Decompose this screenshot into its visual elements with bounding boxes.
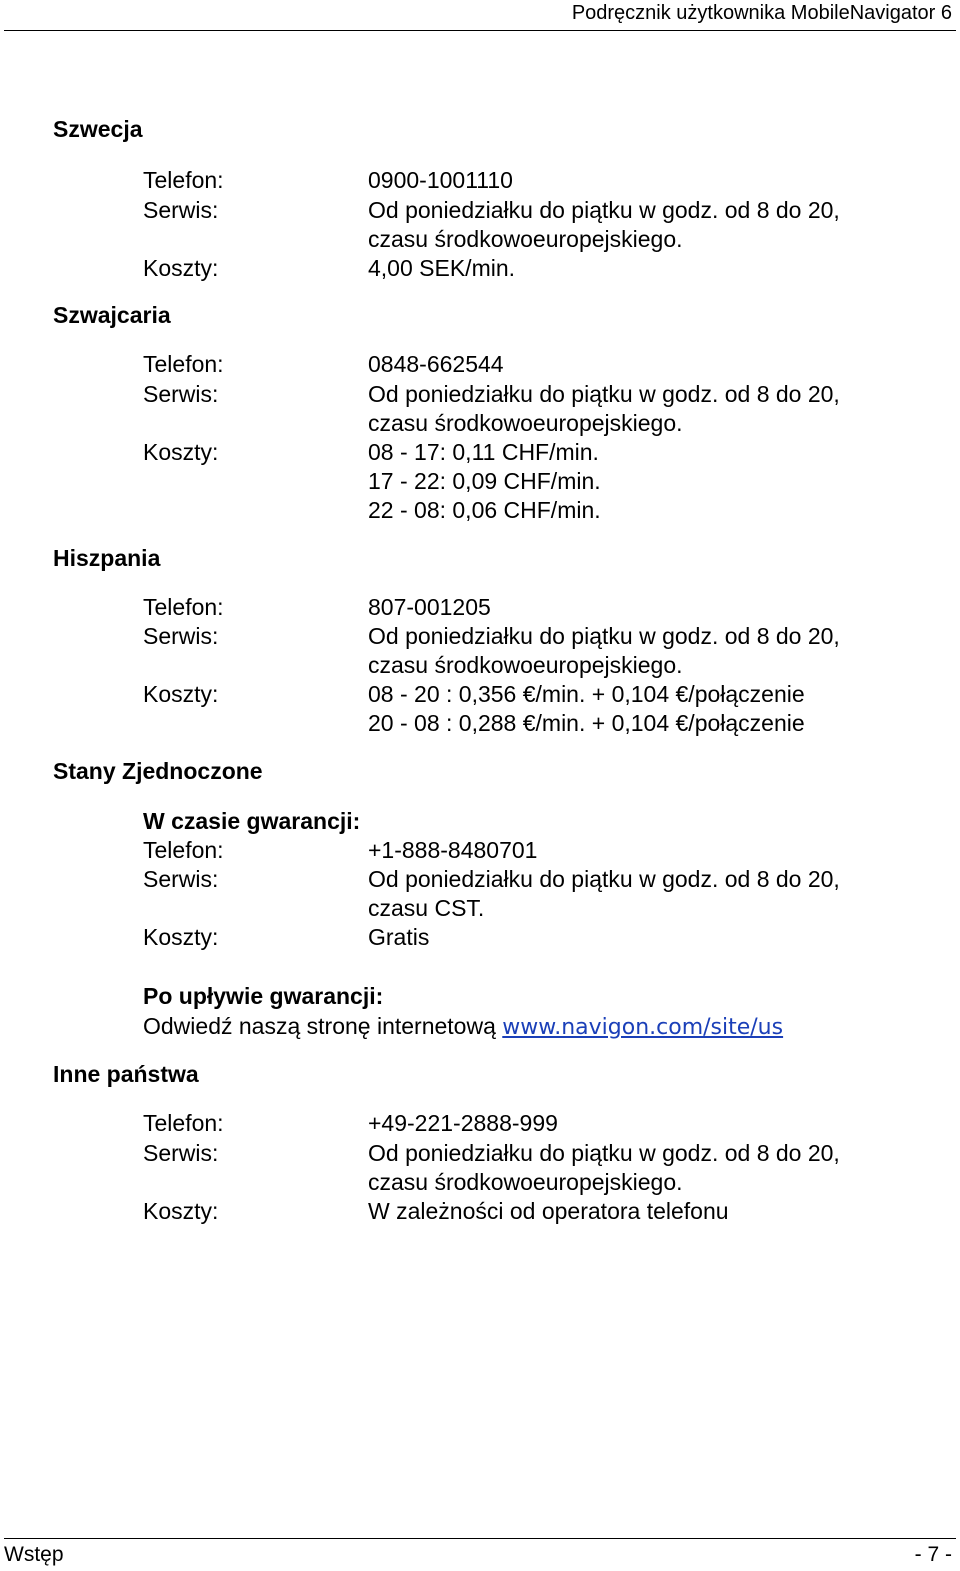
service-value: Od poniedziałku do piątku w godz. od 8 do 20, bbox=[368, 623, 840, 649]
website-link[interactable]: www.navigon.com/site/us bbox=[502, 1015, 784, 1040]
service-label: Serwis: bbox=[143, 623, 219, 649]
country-heading-other: Inne państwa bbox=[53, 1061, 199, 1087]
switzerland-service-row bbox=[0, 380, 960, 409]
other-service-row-2 bbox=[0, 1168, 960, 1197]
sweden-cost-row bbox=[0, 254, 960, 283]
service-value: Od poniedziałku do piątku w godz. od 8 do 20, bbox=[368, 197, 840, 223]
switzerland-cost-row-3 bbox=[0, 496, 960, 525]
cost-label: Koszty: bbox=[143, 439, 219, 465]
phone-label: Telefon: bbox=[143, 351, 224, 377]
phone-label: Telefon: bbox=[143, 167, 224, 193]
usa-after-text-row bbox=[0, 1012, 960, 1041]
service-value-cont: czasu środkowoeuropejskiego. bbox=[368, 410, 683, 436]
service-label: Serwis: bbox=[143, 197, 219, 223]
usa-after-heading-row bbox=[0, 982, 960, 1011]
service-value-cont: czasu środkowoeuropejskiego. bbox=[368, 652, 683, 678]
service-label: Serwis: bbox=[143, 866, 219, 892]
cost-value: 08 - 20 : 0,356 €/min. + 0,104 €/połączenie bbox=[368, 681, 805, 707]
switzerland-service-row-2 bbox=[0, 409, 960, 438]
cost-value: W zależności od operatora telefonu bbox=[368, 1198, 729, 1224]
usa-phone-row bbox=[0, 836, 960, 865]
spain-phone-row bbox=[0, 593, 960, 622]
switzerland-phone-row bbox=[0, 350, 960, 379]
after-warranty-text-line bbox=[143, 1012, 783, 1042]
service-label: Serwis: bbox=[143, 381, 219, 407]
cost-label: Koszty: bbox=[143, 255, 219, 281]
usa-service-row bbox=[0, 865, 960, 894]
after-warranty-heading: Po upływie gwarancji: bbox=[143, 983, 384, 1009]
country-heading-sweden: Szwecja bbox=[53, 116, 143, 142]
service-value: Od poniedziałku do piątku w godz. od 8 do 20, bbox=[368, 381, 840, 407]
cost-value-cont: 17 - 22: 0,09 CHF/min. bbox=[368, 468, 601, 494]
country-heading-switzerland: Szwajcaria bbox=[53, 302, 171, 328]
country-heading-spain: Hiszpania bbox=[53, 545, 161, 571]
service-value: Od poniedziałku do piątku w godz. od 8 do 20, bbox=[368, 1140, 840, 1166]
service-label: Serwis: bbox=[143, 1140, 219, 1166]
cost-value: Gratis bbox=[368, 924, 430, 950]
switzerland-cost-row-2 bbox=[0, 467, 960, 496]
page-header bbox=[4, 0, 956, 31]
cost-value-cont: 22 - 08: 0,06 CHF/min. bbox=[368, 497, 601, 523]
cost-label: Koszty: bbox=[143, 924, 219, 950]
sweden-service-row bbox=[0, 196, 960, 225]
phone-label: Telefon: bbox=[143, 594, 224, 620]
usa-service-row-2 bbox=[0, 894, 960, 923]
sweden-phone-row bbox=[0, 166, 960, 195]
phone-value: +1-888-8480701 bbox=[368, 837, 538, 863]
other-service-row bbox=[0, 1139, 960, 1168]
page-footer bbox=[4, 1538, 956, 1569]
phone-label: Telefon: bbox=[143, 837, 224, 863]
usa-warranty-heading-row bbox=[0, 807, 960, 836]
spain-service-row-2 bbox=[0, 651, 960, 680]
cost-label: Koszty: bbox=[143, 1198, 219, 1224]
cost-value-cont: 20 - 08 : 0,288 €/min. + 0,104 €/połączenie bbox=[368, 710, 805, 736]
cost-value: 08 - 17: 0,11 CHF/min. bbox=[368, 439, 599, 465]
footer-section-name: Wstęp bbox=[4, 1543, 64, 1566]
phone-value: 0848-662544 bbox=[368, 351, 504, 377]
sweden-service-row-2 bbox=[0, 225, 960, 254]
usa-cost-row bbox=[0, 923, 960, 952]
page-number: - 7 - bbox=[914, 1543, 952, 1566]
after-warranty-text: Odwiedź naszą stronę internetową bbox=[143, 1013, 496, 1039]
phone-value: 807-001205 bbox=[368, 594, 491, 620]
service-value: Od poniedziałku do piątku w godz. od 8 do 20, bbox=[368, 866, 840, 892]
switzerland-cost-row bbox=[0, 438, 960, 467]
other-phone-row bbox=[0, 1109, 960, 1138]
cost-value: 4,00 SEK/min. bbox=[368, 255, 516, 281]
phone-value: 0900-1001110 bbox=[368, 167, 513, 193]
service-value-cont: czasu CST. bbox=[368, 895, 485, 921]
spain-service-row bbox=[0, 622, 960, 651]
warranty-heading: W czasie gwarancji: bbox=[143, 808, 361, 834]
spain-cost-row bbox=[0, 680, 960, 709]
header-title: Podręcznik użytkownika MobileNavigator 6 bbox=[571, 2, 952, 24]
phone-label: Telefon: bbox=[143, 1110, 224, 1136]
cost-label: Koszty: bbox=[143, 681, 219, 707]
service-value-cont: czasu środkowoeuropejskiego. bbox=[368, 1169, 683, 1195]
country-heading-usa: Stany Zjednoczone bbox=[53, 758, 263, 784]
spain-cost-row-2 bbox=[0, 709, 960, 738]
phone-value: +49-221-2888-999 bbox=[368, 1110, 558, 1136]
service-value-cont: czasu środkowoeuropejskiego. bbox=[368, 226, 683, 252]
other-cost-row bbox=[0, 1197, 960, 1226]
